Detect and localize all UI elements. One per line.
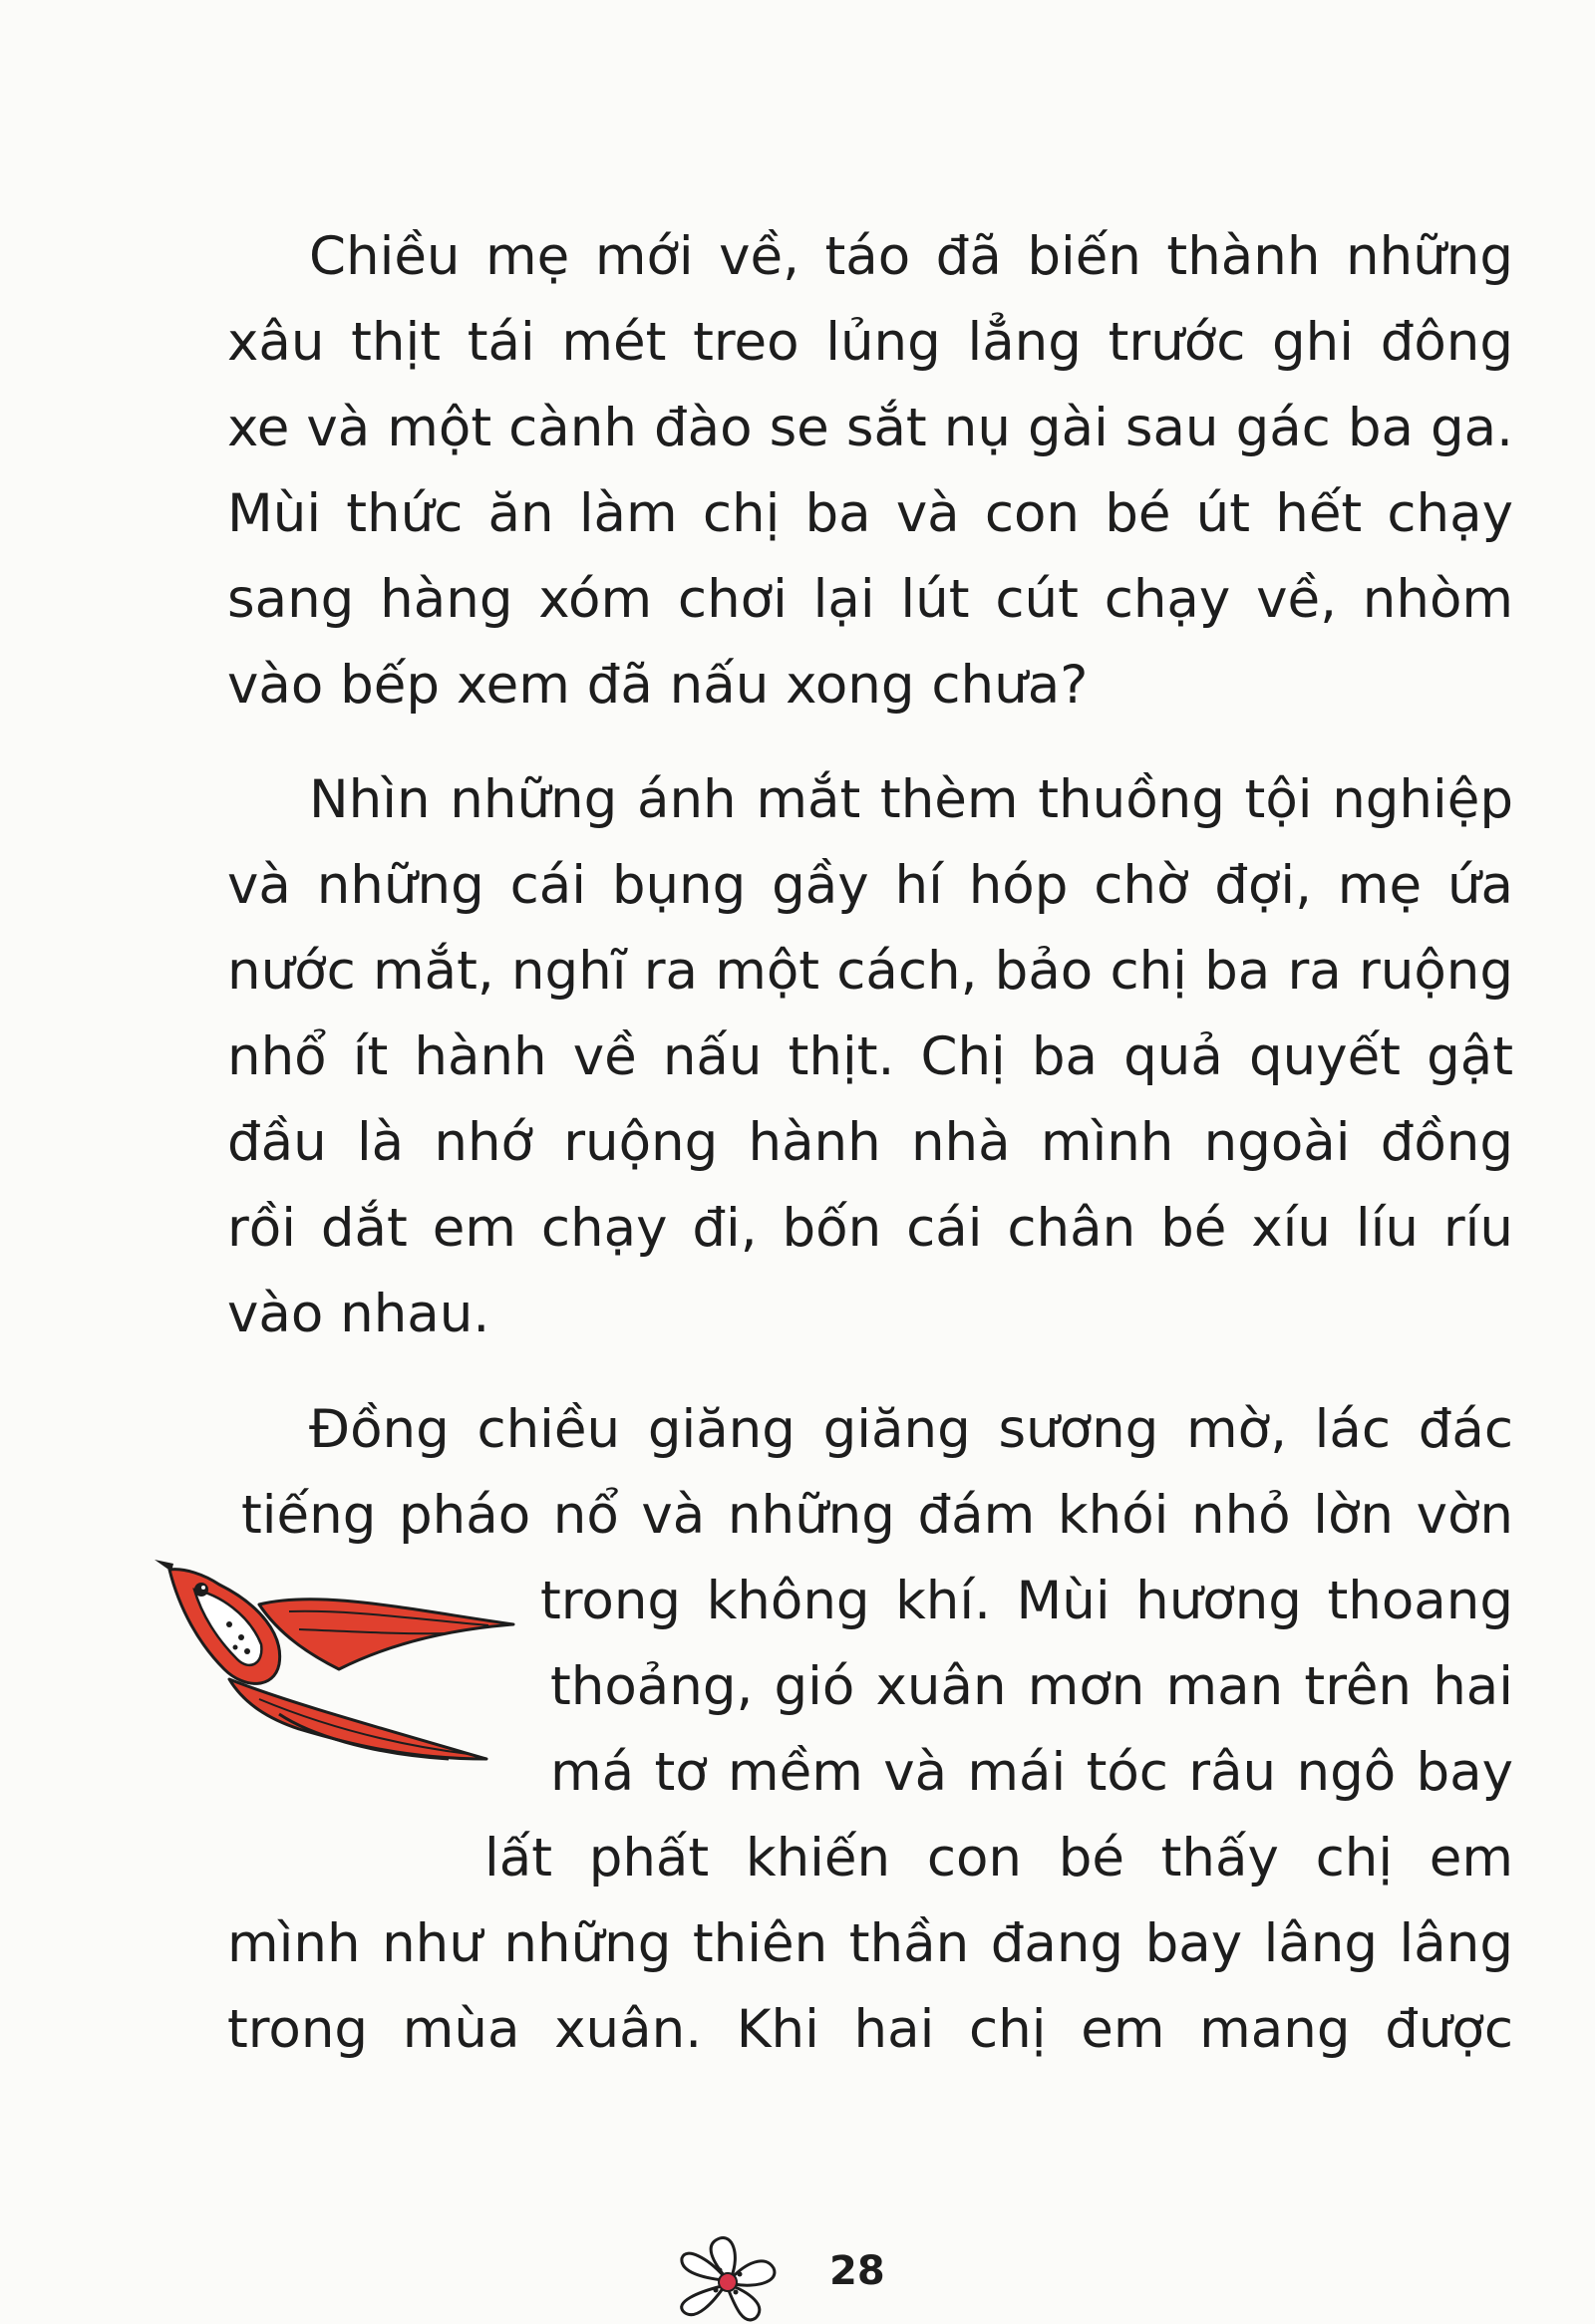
flower-icon xyxy=(658,2232,798,2324)
text-line: vào bếp xem đã nấu xong chưa? xyxy=(227,655,1089,716)
text-line: đầu là nhớ ruộng hành nhà mình ngoài đồng xyxy=(227,1112,1513,1173)
text-line: nhổ ít hành về nấu thịt. Chị ba quả quyết gật xyxy=(227,1026,1513,1087)
text-line: lất phất khiến con bé thấy chị em xyxy=(484,1828,1513,1888)
text-line: thoảng, gió xuân mơn man trên hai xyxy=(550,1656,1513,1717)
text-line: nước mắt, nghĩ ra một cách, bảo chị ba ra ruộng xyxy=(227,941,1513,1002)
text-line: vào nhau. xyxy=(227,1284,490,1344)
text-line: và những cái bụng gầy hí hóp chờ đợi, mẹ ứa xyxy=(227,855,1513,916)
text-line: Đồng chiều giăng giăng sương mờ, lác đác xyxy=(309,1399,1513,1460)
text-line: sang hàng xóm chơi lại lút cút chạy về, nhòm xyxy=(227,569,1513,630)
text-line: mình như những thiên thần đang bay lâng lâng xyxy=(227,1913,1513,1974)
text-line: trong không khí. Mùi hương thoang xyxy=(540,1571,1513,1631)
text-line: trong mùa xuân. Khi hai chị em mang được xyxy=(227,1999,1513,2060)
text-line: tiếng pháo nổ và những đám khói nhỏ lờn vờn xyxy=(241,1485,1513,1546)
text-line: Mùi thức ăn làm chị ba và con bé út hết chạy xyxy=(227,483,1513,544)
text-line: rồi dắt em chạy đi, bốn cái chân bé xíu líu ríu xyxy=(227,1198,1513,1259)
text-line: má tơ mềm và mái tóc râu ngô bay xyxy=(550,1742,1513,1803)
page-number: 28 xyxy=(829,2248,885,2294)
red-swallow-icon xyxy=(150,1550,528,1769)
text-line: xâu thịt tái mét treo lủng lẳng trước ghi đông xyxy=(227,312,1513,373)
text-line: xe và một cành đào se sắt nụ gài sau gác ba ga. xyxy=(227,398,1513,458)
text-line: Nhìn những ánh mắt thèm thuồng tội nghiệp xyxy=(309,769,1513,830)
text-line: Chiều mẹ mới về, táo đã biến thành những xyxy=(309,226,1513,287)
